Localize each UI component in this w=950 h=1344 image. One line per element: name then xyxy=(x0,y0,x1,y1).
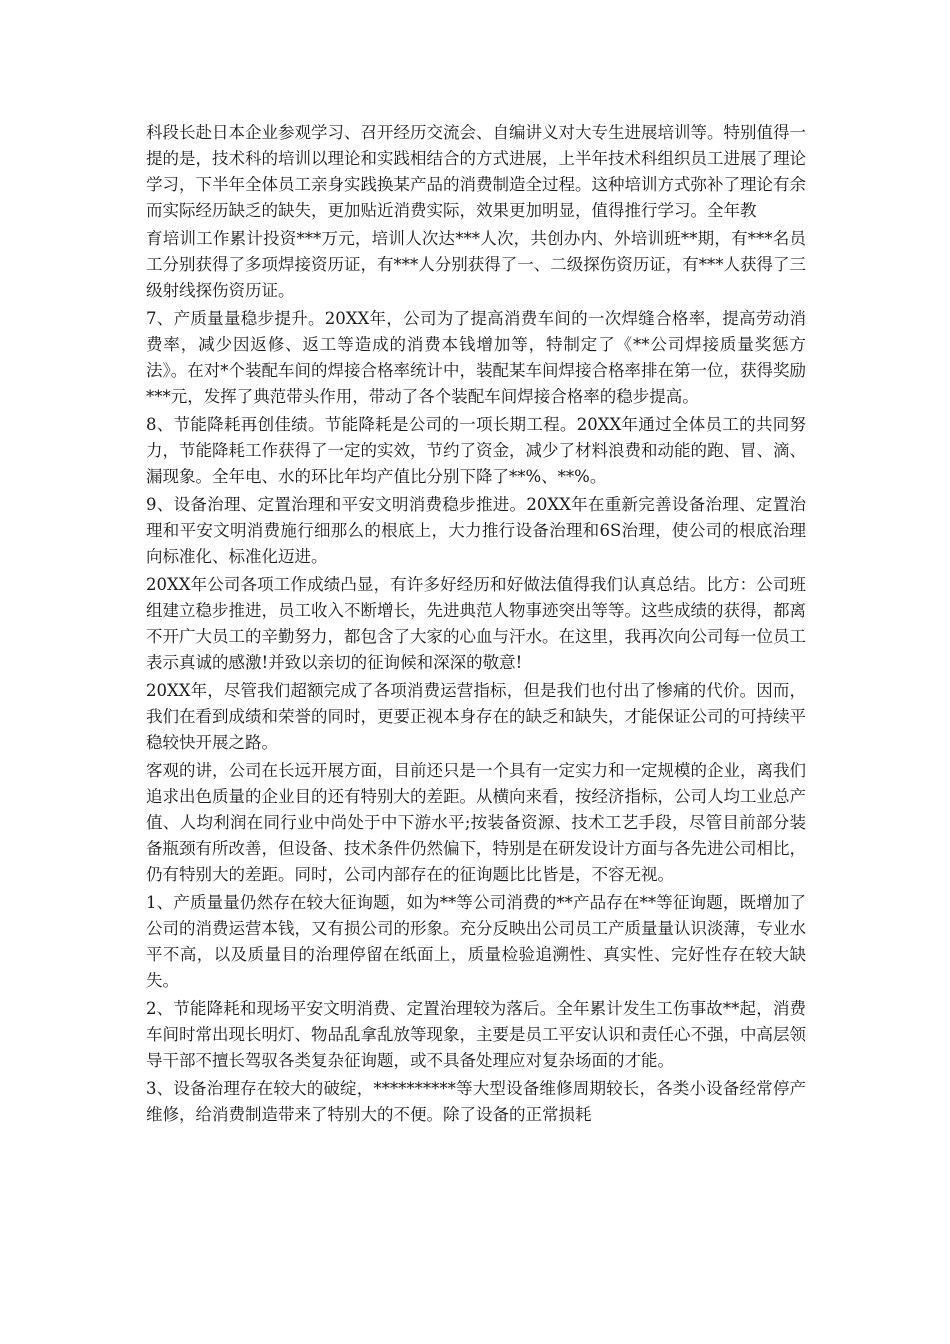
paragraph-issue-1-quality: 1、产质量量仍然存在较大征询题，如为**等公司消费的**产品存在**等征询题，既增加了公司的消费运营本钱，又有损公司的形象。充分反映出公司员工产质量量认识淡薄，专业水平不高，以及质量目的治理停留在纸面上，质量检验追溯性、真实性、完好性存在较大缺失。 xyxy=(146,893,806,990)
paragraph-item-7-quality: 7、产质量量稳步提升。20XX年，公司为了提高消费车间的一次焊缝合格率，提高劳动消费率，减少因返修、返工等造成的消费本钱增加等，特制定了《**公司焊接质量奖惩方法》。在对*个装配车间的焊接合格率统计中，装配某车间焊接合格率排在第一位，获得奖励***元，发挥了典范带头作用，带动了各个装配车间焊接合格率的稳步提高。 xyxy=(146,309,806,406)
paragraph-issue-2-safety: 2、节能降耗和现场平安文明消费、定置治理较为落后。全年累计发生工伤事故**起，消费车间时常出现长明灯、物品乱拿乱放等现象，主要是员工平安认识和责任心不强，中高层领导干部不擅长驾驭各类复杂征询题，或不具备处理应对复杂场面的才能。 xyxy=(146,999,806,1070)
paragraph-issue-3-equipment: 3、设备治理存在较大的破绽，**********等大型设备维修周期较长，各类小设备经常停产维修，给消费制造带来了特别大的不便。除了设备的正常损耗 xyxy=(146,1079,806,1124)
paragraph-objective-view: 客观的讲，公司在长远开展方面，目前还只是一个具有一定实力和一定规模的企业，离我们追求出色质量的企业目的还有特别大的差距。从横向来看，按经济指标，公司人均工业总产值、人均利润在同行业中尚处于中下游水平;按装备资源、技术工艺手段，尽管目前部分装备瓶颈有所改善，但设备、技术条件仍然偏下，特别是在研发设计方面与各先进公司相比，仍有特别大的差距。同时，公司内部存在的征询题比比皆是，不容无视。 xyxy=(146,761,806,884)
paragraph-item-9-equipment: 9、设备治理、定置治理和平安文明消费稳步推进。20XX年在重新完善设备治理、定置治理和平安文明消费施行细那么的根底上，大力推行设备治理和6S治理，使公司的根底治理向标准化、标准化迈进。 xyxy=(146,495,806,566)
paragraph-shortcomings: 20XX年，尽管我们超额完成了各项消费运营指标，但是我们也付出了惨痛的代价。因而，我们在看到成绩和荣誉的同时，更要正视本身存在的缺乏和缺失，才能保证公司的可持续平稳较快开展之路。 xyxy=(146,681,806,752)
paragraph-achievements: 20XX年公司各项工作成绩凸显，有许多好经历和好做法值得我们认真总结。比方：公司班组建立稳步推进，员工收入不断增长，先进典范人物事迹突出等等。这些成绩的获得，都离不开广大员工的辛勤努力，都包含了大家的心血与汗水。在这里，我再次向公司每一位员工表示真诚的感激!并致以亲切的征询候和深深的敬意! xyxy=(146,575,806,672)
paragraph-training-intro: 科段长赴日本企业参观学习、召开经历交流会、自编讲义对大专生进展培训等。特别值得一提的是，技术科的培训以理论和实践相结合的方式进展，上半年技术科组织员工进展了理论学习，下半年全体员工亲身实践换某产品的消费制造全过程。这种培训方式弥补了理论有余而实际经历缺乏的缺失，更加贴近消费实际，效果更加明显，值得推行学习。全年教 xyxy=(146,123,806,220)
document-page xyxy=(146,120,806,1130)
paragraph-training-stats: 育培训工作累计投资***万元，培训人次达***人次，共创办内、外培训班**期，有***名员工分别获得了多项焊接资历证，有***人分别获得了一、二级探伤资历证，有***人获得了三级射线探伤资历证。 xyxy=(146,229,806,300)
paragraph-item-8-energy: 8、节能降耗再创佳绩。节能降耗是公司的一项长期工程。20XX年通过全体员工的共同努力，节能降耗工作获得了一定的实效，节约了资金，减少了材料浪费和动能的跑、冒、滴、漏现象。全年电、水的环比年均产值比分别下降了**%、**%。 xyxy=(146,415,806,486)
